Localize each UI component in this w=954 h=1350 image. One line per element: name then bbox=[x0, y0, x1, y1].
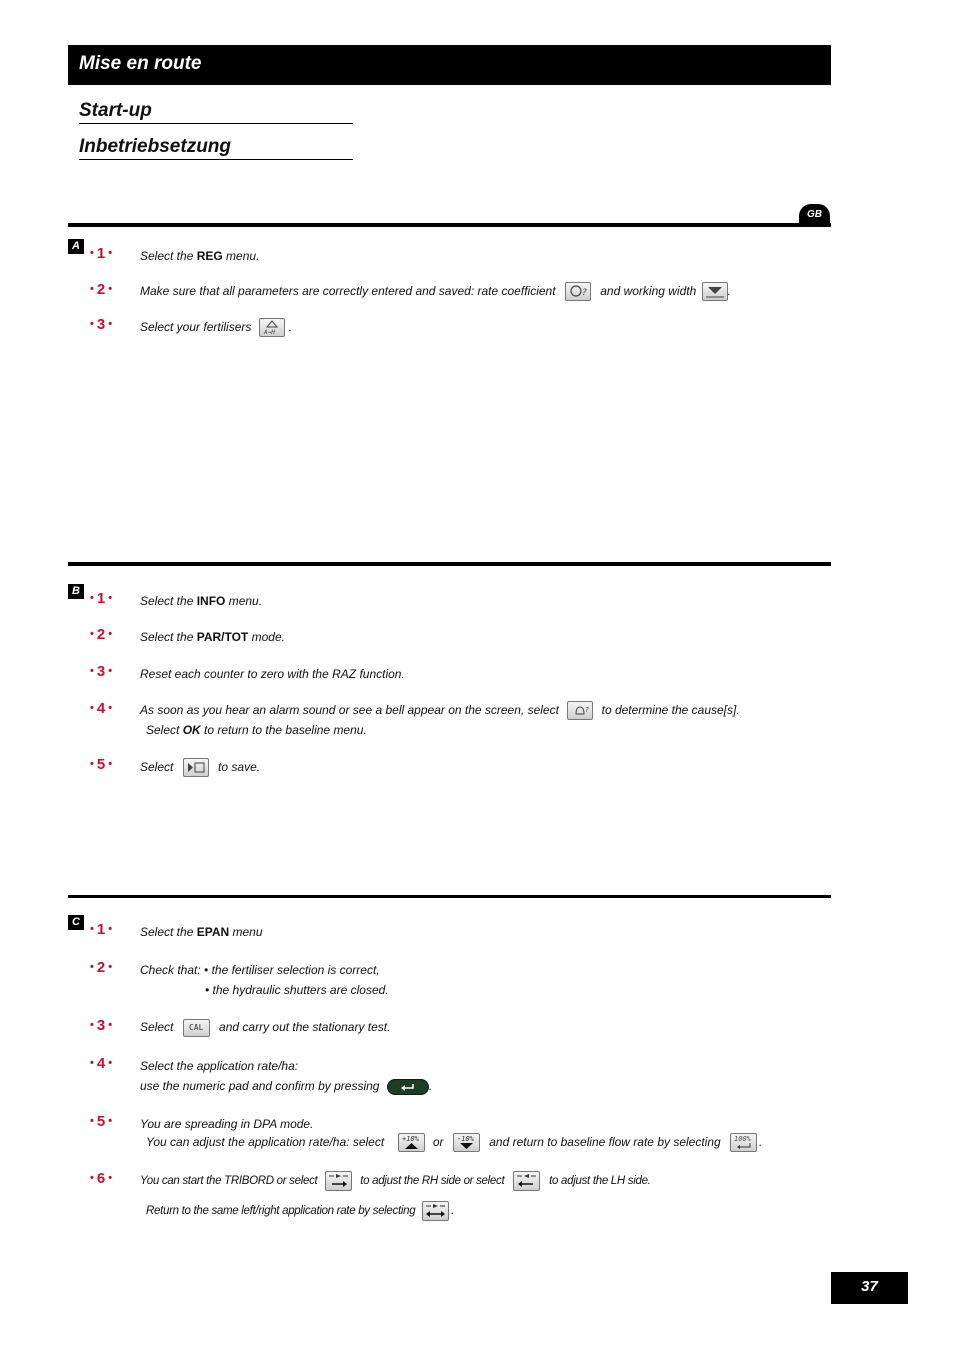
working-width-icon[interactable] bbox=[702, 282, 728, 301]
step-text: Check that: • the fertiliser selection is correct, bbox=[140, 963, 380, 977]
svg-text:A→H: A→H bbox=[263, 329, 275, 337]
step-number: • 6 • bbox=[90, 1170, 113, 1187]
section-divider-b bbox=[68, 562, 831, 566]
step-text-line2: use the numeric pad and confirm by pressing . bbox=[140, 1079, 433, 1093]
step-number: • 3 • bbox=[90, 316, 113, 333]
subtitle-german: Inbetriebsetzung bbox=[79, 136, 353, 160]
step-number: • 4 • bbox=[90, 700, 113, 717]
step-number: • 3 • bbox=[90, 1017, 113, 1034]
step-number: • 2 • bbox=[90, 626, 113, 643]
svg-text:100%: 100% bbox=[734, 1135, 751, 1144]
alarm-bell-icon[interactable] bbox=[567, 701, 593, 720]
step-number: • 1 • bbox=[90, 921, 113, 938]
increase-10-percent-icon[interactable] bbox=[398, 1133, 425, 1152]
step-text: Select the REG menu. bbox=[140, 249, 260, 263]
step-text: Select to save. bbox=[140, 758, 260, 777]
step-text-line2: Select OK to return to the baseline menu. bbox=[146, 723, 367, 737]
step-text-line2: Return to the same left/right application rate by selecting . bbox=[146, 1201, 454, 1221]
both-sides-reset-icon[interactable] bbox=[422, 1201, 449, 1221]
fertiliser-selection-icon[interactable] bbox=[259, 318, 285, 337]
step-number: • 1 • bbox=[90, 245, 113, 262]
svg-text:?: ? bbox=[581, 288, 587, 299]
section-divider-a bbox=[68, 223, 831, 227]
save-icon[interactable] bbox=[183, 758, 209, 777]
step-text: Reset each counter to zero with the RAZ function. bbox=[140, 667, 405, 681]
step-text: Make sure that all parameters are correctly entered and saved: rate coefficient ? and working width . bbox=[140, 282, 731, 301]
step-text: As soon as you hear an alarm sound or see a bell appear on the screen, select ? to determine the cause[s]. bbox=[140, 701, 740, 720]
subtitle-english: Start-up bbox=[79, 100, 353, 124]
step-text: You are spreading in DPA mode. bbox=[140, 1117, 314, 1131]
cal-button-icon[interactable]: CAL bbox=[183, 1019, 210, 1037]
section-label-b: B bbox=[68, 584, 84, 599]
baseline-100-percent-icon[interactable] bbox=[730, 1133, 757, 1152]
step-text: Select your fertilisers A→H . bbox=[140, 320, 293, 337]
step-text-line2: You can adjust the application rate/ha: select +10% or -10% and return to baseline flow rate by selecting 100% . bbox=[146, 1133, 762, 1152]
step-text: Select CAL and carry out the stationary test. bbox=[140, 1018, 390, 1037]
step-text: Select the INFO menu. bbox=[140, 594, 263, 608]
step-text-line2: • the hydraulic shutters are closed. bbox=[205, 983, 389, 997]
section-divider-c bbox=[68, 895, 831, 898]
section-label-a: A bbox=[68, 239, 84, 254]
svg-text:-10%: -10% bbox=[456, 1135, 474, 1144]
section-label-c: C bbox=[68, 915, 84, 930]
step-number: • 3 • bbox=[90, 663, 113, 680]
step-number: • 2 • bbox=[90, 959, 113, 976]
title-banner bbox=[68, 45, 831, 85]
step-number: • 4 • bbox=[90, 1055, 113, 1072]
page-title: Mise en route bbox=[79, 53, 202, 74]
left-side-adjust-icon[interactable] bbox=[513, 1171, 540, 1191]
step-text: Select the application rate/ha: bbox=[140, 1059, 299, 1073]
decrease-10-percent-icon[interactable] bbox=[453, 1133, 480, 1152]
step-number: • 5 • bbox=[90, 1113, 113, 1130]
step-number: • 5 • bbox=[90, 756, 113, 773]
step-text: Select the PAR/TOT mode. bbox=[140, 630, 285, 644]
svg-text:+10%: +10% bbox=[401, 1135, 419, 1144]
step-text: Select the EPAN menu bbox=[140, 925, 263, 939]
enter-key-icon[interactable] bbox=[387, 1079, 429, 1095]
page-number: 37 bbox=[831, 1272, 908, 1304]
step-number: • 2 • bbox=[90, 281, 113, 298]
step-number: • 1 • bbox=[90, 590, 113, 607]
svg-text:?: ? bbox=[585, 706, 589, 715]
rate-coefficient-icon[interactable] bbox=[565, 282, 591, 301]
step-text: You can start the TRIBORD or select to adjust the RH side or select to adjust the LH side. bbox=[140, 1171, 651, 1191]
language-badge: GB bbox=[799, 204, 830, 226]
right-side-adjust-icon[interactable] bbox=[325, 1171, 352, 1191]
